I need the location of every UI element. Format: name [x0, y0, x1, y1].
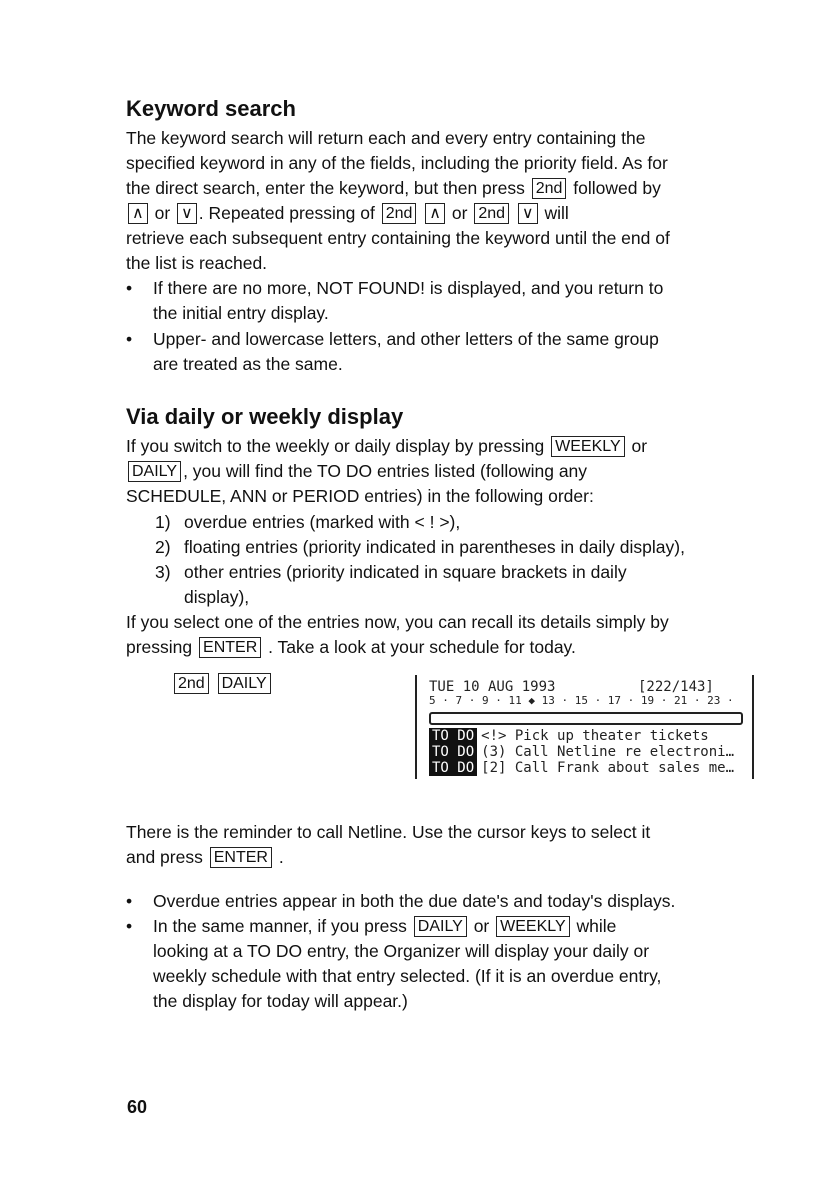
text-line: SCHEDULE, ANN or PERIOD entries) in the following order: [126, 486, 594, 506]
enter-key: ENTER [199, 637, 261, 658]
text-line: pressing ENTER . Take a look at your schedule for today. [126, 637, 576, 657]
up-arrow-key: ∧ [128, 203, 148, 224]
weekly-key: WEEKLY [551, 436, 625, 457]
lcd-screen [415, 675, 754, 779]
page-number: 60 [127, 1097, 148, 1117]
2nd-key: 2nd [174, 673, 209, 694]
lcd-hour-scale: 5 · 7 · 9 · 11 ◆ 13 · 15 · 17 · 19 · 21 · 23 · [429, 694, 734, 707]
text-line: DAILY , you will find the TO DO entries listed (following any [126, 459, 746, 484]
2nd-key: 2nd [474, 203, 509, 224]
text-line: specified keyword in any of the fields, including the priority field. As for [126, 153, 668, 173]
daily-heading: Via daily or weekly display [126, 404, 404, 429]
enter-key: ENTER [210, 847, 272, 868]
text-line: retrieve each subsequent entry containing the keyword until the end of [126, 228, 670, 248]
text-line: ∧ or ∨ . Repeated pressing of 2nd ∧ or 2nd ∨ will [126, 201, 746, 226]
text-line: The keyword search will return each and every entry containing the [126, 128, 646, 148]
2nd-key: 2nd [382, 203, 417, 224]
lcd-row: TO DO (3) Call Netline re electroni… [429, 744, 734, 760]
2nd-key: 2nd [532, 178, 567, 199]
daily-key: DAILY [218, 673, 271, 694]
daily-para [126, 434, 746, 509]
lcd-row: TO DO <!> Pick up theater tickets [429, 728, 709, 744]
text-line: There is the reminder to call Netline. Use the cursor keys to select it [126, 822, 651, 842]
down-arrow-key: ∨ [177, 203, 197, 224]
text-line: the list is reached. [126, 253, 268, 273]
lcd-count: [222/143] [638, 679, 714, 695]
daily-key: DAILY [414, 916, 467, 937]
lcd-row: TO DO [2] Call Frank about sales me… [429, 760, 734, 776]
text-line: and press ENTER . [126, 847, 284, 867]
lcd-time-bar [429, 712, 743, 725]
down-arrow-key: ∨ [518, 203, 538, 224]
text-line: the direct search, enter the keyword, but then press 2nd followed by [126, 178, 661, 198]
key-sequence [172, 673, 273, 694]
keyword-para [126, 126, 746, 276]
lcd-date: TUE 10 AUG 1993 [429, 679, 556, 695]
daily-para-2 [126, 610, 746, 660]
up-arrow-key: ∧ [425, 203, 445, 224]
text-line: If you select one of the entries now, you can recall its details simply by [126, 612, 669, 632]
text-line: If you switch to the weekly or daily display by pressing WEEKLY or [126, 436, 648, 456]
daily-key: DAILY [128, 461, 181, 482]
weekly-key: WEEKLY [496, 916, 570, 937]
manual-page: Keyword search The keyword search will return each and every entry containing the specified keyword in any of the fields, including the priority field. As for the direct search, enter the keyword, but then press 2nd followed by ∧ or ∨ . Repeated pressing of 2nd ∧ or 2nd ∨ will retrieve each subsequent entry containing the keyword until the end of the list is reached. • If there are no more, NOT FOUND! is displayed, and you return to the initial entry display. • Upper- and lowercase letters, and other letters of the same group are treated as the same. Via daily or weekly display If you switch to the weekly or daily display by pressing WEEKLY or DAILY , you will find the TO DO entries listed (following any SCHEDULE, ANN or PERIOD entries) in the following order: 1) overdue entries (marked with < ! >), 2) floating entries (priority indicated in parentheses in daily display), 3) other entries (priority indicated in square brackets in daily display), If you select one of the entries now, you can recall its details simply by pressing ENTER . Take a look at your schedule for today. 2nd DAILY TUE 10 AUG 1993 [222/143] 5 · 7 · 9 · 11 ◆ 13 · 15 · 17 · 19 · 21 · 23 · TO DO <!> Pick up theater tickets TO DO (3) Call Netline re electroni… TO DO [2] Call Frank about sales me… There is the reminder to call Netline. Use the cursor keys to select it and press ENTER . • Overdue entries appear in both the due date's and today's displays. • In the same manner, if you press DAILY or WEEKLY while looking at a TO DO entry, the Organizer will display your daily or weekly schedule with that entry selected. (If it is an overdue entry, the display for today will appear.) 60 [0, 0, 839, 1191]
keyword-heading: Keyword search [126, 96, 296, 121]
after-para [126, 820, 746, 870]
